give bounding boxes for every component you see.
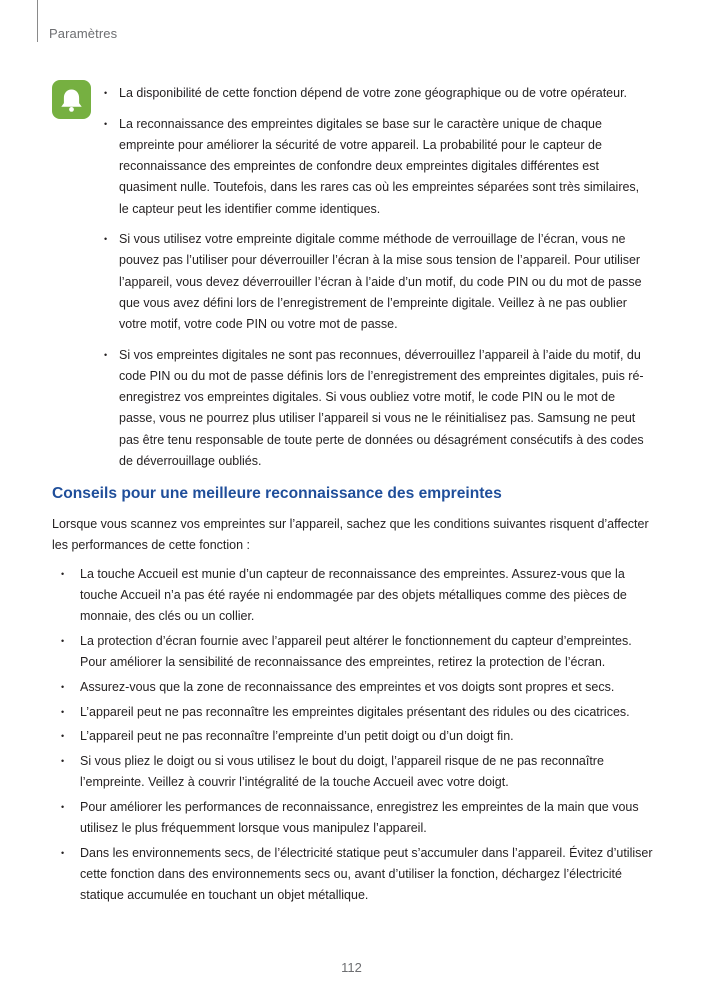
note-list <box>119 83 649 481</box>
tip-item: • Dans les environnements secs, de l’électricité statique peut s’accumuler dans l’appareil. Évitez d’utiliser cette fonction dans des environnements secs ou, avant d’utiliser la fonction, déchargez l’électricité statique accumulée en touchant un objet métallique. <box>80 843 655 907</box>
bell-icon <box>52 80 91 119</box>
tips-list <box>80 564 655 910</box>
note-item: • Si vos empreintes digitales ne sont pas reconnues, déverrouillez l’appareil à l’aide du motif, du code PIN ou du mot de passe définis lors de l’enregistrement des empreintes digitales, puis ré-enregistrez vos empreintes digitales. Si vous oubliez votre motif, le code PIN ou le mot de passe, vous ne pourrez plus utiliser l’appareil si vous ne le réinitialisez pas. Samsung ne peut pas être tenu responsable de toute perte de données ou désagrément consécutifs à des codes de déverrouillage oubliés. <box>119 345 649 472</box>
tip-item: • L’appareil peut ne pas reconnaître les empreintes digitales présentant des ridules ou des cicatrices. <box>80 702 655 723</box>
section-intro: Lorsque vous scannez vos empreintes sur l’appareil, sachez que les conditions suivantes risquent d’affecter les performances de cette fonction : <box>52 517 649 553</box>
note-item: • La disponibilité de cette fonction dépend de votre zone géographique ou de votre opérateur. <box>119 83 649 104</box>
tip-item: • L’appareil peut ne pas reconnaître l’empreinte d’un petit doigt ou d’un doigt fin. <box>80 726 655 747</box>
section-title: Conseils pour une meilleure reconnaissance des empreintes <box>52 485 502 502</box>
page-number: 112 <box>341 960 362 975</box>
header-divider <box>37 0 38 42</box>
tip-item: • Assurez-vous que la zone de reconnaissance des empreintes et vos doigts sont propres et secs. <box>80 677 655 698</box>
tip-item: • Si vous pliez le doigt ou si vous utilisez le bout du doigt, l’appareil risque de ne pas reconnaître l’empreinte. Veillez à couvrir l’intégralité de la touche Accueil avec votre doigt. <box>80 751 655 793</box>
tip-item: • Pour améliorer les performances de reconnaissance, enregistrez les empreintes de la main que vous utilisez le plus fréquemment lorsque vous manipulez l’appareil. <box>80 797 655 839</box>
page-header-title: Paramètres <box>49 26 118 41</box>
tip-item: • La touche Accueil est munie d’un capteur de reconnaissance des empreintes. Assurez-vous que la touche Accueil n’a pas été rayée ni endommagée par des objets métalliques comme des pièces de monnaie, des clés ou un collier. <box>80 564 655 628</box>
note-item: • Si vous utilisez votre empreinte digitale comme méthode de verrouillage de l’écran, vous ne pouvez pas l’utiliser pour déverrouiller l’écran à la mise sous tension de l’appareil. Pour utiliser l’appareil, vous devez déverrouiller l’écran à l’aide d’un motif, du code PIN ou du mot de passe que vous avez défini lors de l’enregistrement de l’empreinte digitale. Veillez à ne pas oublier votre motif, votre code PIN ou votre mot de passe. <box>119 229 649 335</box>
tip-item: • La protection d’écran fournie avec l’appareil peut altérer le fonctionnement du capteur d’empreintes. Pour améliorer la sensibilité de reconnaissance des empreintes, retirez la protection de l’écran. <box>80 631 655 673</box>
note-item: • La reconnaissance des empreintes digitales se base sur le caractère unique de chaque empreinte pour améliorer la sécurité de votre appareil. La probabilité pour le capteur de reconnaissance des empreintes de confondre deux empreintes digitales différentes est quasiment nulle. Toutefois, dans les rares cas où les empreintes séparées sont très similaires, le capteur peut les identifier comme identiques. <box>119 114 649 220</box>
